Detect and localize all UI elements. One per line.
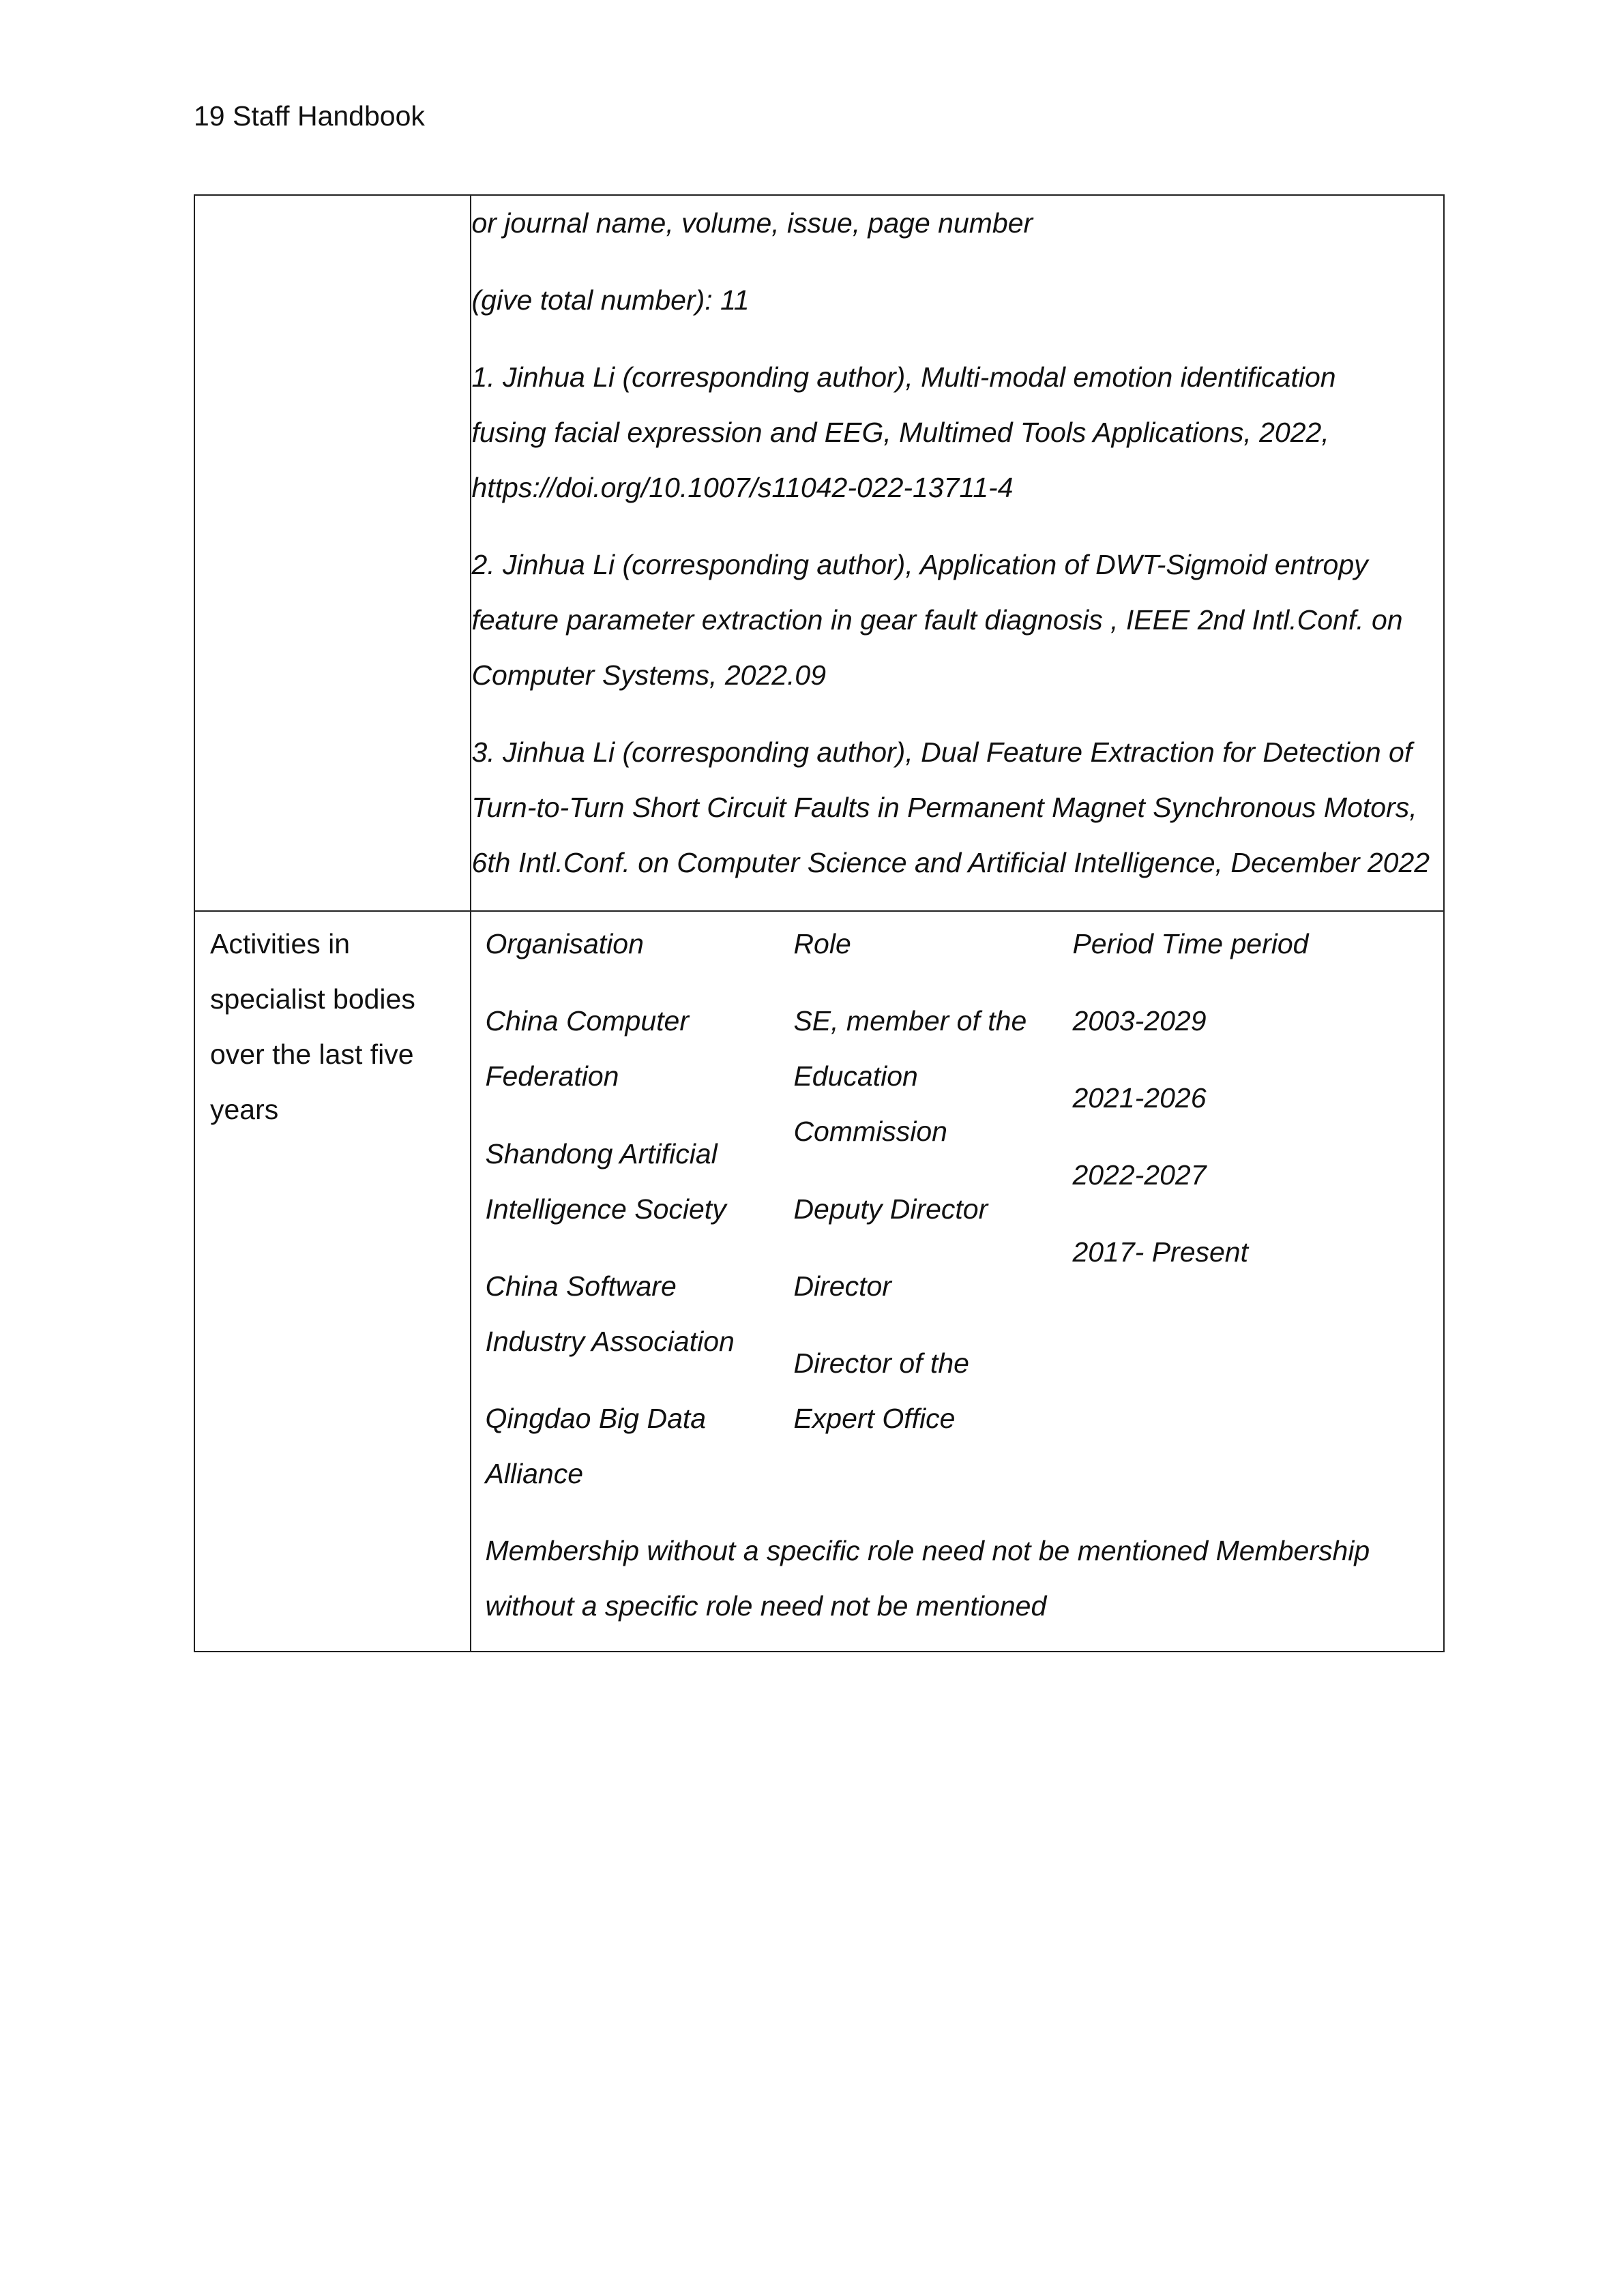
membership-note-line: without a specific role need not be mentioned bbox=[485, 1590, 1047, 1622]
period-entry: 2022-2027 bbox=[1072, 1159, 1207, 1191]
role-entry bbox=[793, 1336, 1072, 1446]
organisation-line: China Computer bbox=[485, 1005, 689, 1037]
role-line: Expert Office bbox=[793, 1403, 956, 1434]
period-entry: 2017- Present bbox=[1072, 1236, 1248, 1268]
publication-entry-3 bbox=[471, 725, 1443, 891]
organisation-entry bbox=[485, 1127, 793, 1237]
activities-grid bbox=[471, 912, 1443, 1502]
publications-total-line: (give total number): 11 bbox=[471, 284, 750, 316]
publication-entry-2 bbox=[471, 537, 1443, 703]
publications-lead-line: or journal name, volume, issue, page number bbox=[471, 207, 1033, 239]
period-entry: 2021-2026 bbox=[1072, 1082, 1207, 1114]
staff-details-table bbox=[194, 194, 1445, 1652]
page-header: 19 Staff Handbook bbox=[194, 100, 425, 132]
role-line: SE, member of the bbox=[793, 1005, 1027, 1037]
organisation-line: China Software bbox=[485, 1270, 677, 1302]
period-column bbox=[1072, 916, 1427, 1502]
role-line: Commission bbox=[793, 1116, 947, 1147]
organisation-entry bbox=[485, 1259, 793, 1369]
organisation-column bbox=[485, 916, 793, 1502]
organisation-line: Shandong Artificial bbox=[485, 1138, 718, 1169]
organisation-line: Federation bbox=[485, 1060, 619, 1092]
publication-entry-1 bbox=[471, 350, 1443, 516]
activities-cell bbox=[471, 911, 1444, 1652]
role-line: Director bbox=[793, 1270, 891, 1302]
role-column bbox=[793, 916, 1072, 1502]
membership-note-line: Membership without a specific role need not be mentioned Membership bbox=[485, 1535, 1370, 1566]
publications-cell bbox=[471, 195, 1444, 911]
publication-line: feature parameter extraction in gear fault diagnosis , IEEE 2nd Intl.Conf. on bbox=[471, 604, 1403, 636]
publications-label-cell bbox=[194, 195, 471, 911]
publication-line: 6th Intl.Conf. on Computer Science and Artificial Intelligence, December 2022 bbox=[471, 847, 1430, 878]
activities-label-line: Activities in bbox=[210, 928, 351, 959]
organisation-line: Industry Association bbox=[485, 1326, 735, 1357]
organisation-entry bbox=[485, 994, 793, 1104]
organisation-header: Organisation bbox=[485, 928, 644, 959]
activities-label-line: years bbox=[210, 1094, 279, 1125]
publication-line: 1. Jinhua Li (corresponding author), Multi-modal emotion identification bbox=[471, 361, 1336, 393]
activities-label bbox=[195, 912, 470, 1137]
period-header: Period Time period bbox=[1072, 928, 1309, 959]
organisation-line: Qingdao Big Data bbox=[485, 1403, 707, 1434]
publication-line: Computer Systems, 2022.09 bbox=[471, 659, 827, 691]
role-line: Education bbox=[793, 1060, 918, 1092]
role-line: Director of the bbox=[793, 1347, 969, 1379]
publication-line: 3. Jinhua Li (corresponding author), Dual Feature Extraction for Detection of bbox=[471, 736, 1413, 768]
publications-row bbox=[194, 195, 1444, 911]
period-entry: 2003-2029 bbox=[1072, 1005, 1207, 1037]
membership-note bbox=[471, 1502, 1443, 1634]
publication-line: Turn-to-Turn Short Circuit Faults in Permanent Magnet Synchronous Motors, bbox=[471, 792, 1417, 823]
activities-label-line: over the last five bbox=[210, 1039, 414, 1070]
publication-line: https://doi.org/10.1007/s11042-022-13711-4 bbox=[471, 472, 1014, 503]
activities-label-line: specialist bodies bbox=[210, 983, 415, 1015]
activities-label-cell bbox=[194, 911, 471, 1652]
publication-line: 2. Jinhua Li (corresponding author), Application of DWT-Sigmoid entropy bbox=[471, 549, 1368, 580]
organisation-entry bbox=[485, 1391, 793, 1502]
organisation-line: Alliance bbox=[485, 1458, 584, 1489]
organisation-line: Intelligence Society bbox=[485, 1193, 726, 1225]
role-line: Deputy Director bbox=[793, 1193, 988, 1225]
role-entry bbox=[793, 994, 1072, 1159]
publication-line: fusing facial expression and EEG, Multimed Tools Applications, 2022, bbox=[471, 417, 1329, 448]
role-entry bbox=[793, 1259, 1072, 1314]
activities-row bbox=[194, 911, 1444, 1652]
role-entry bbox=[793, 1182, 1072, 1237]
role-header: Role bbox=[793, 928, 851, 959]
